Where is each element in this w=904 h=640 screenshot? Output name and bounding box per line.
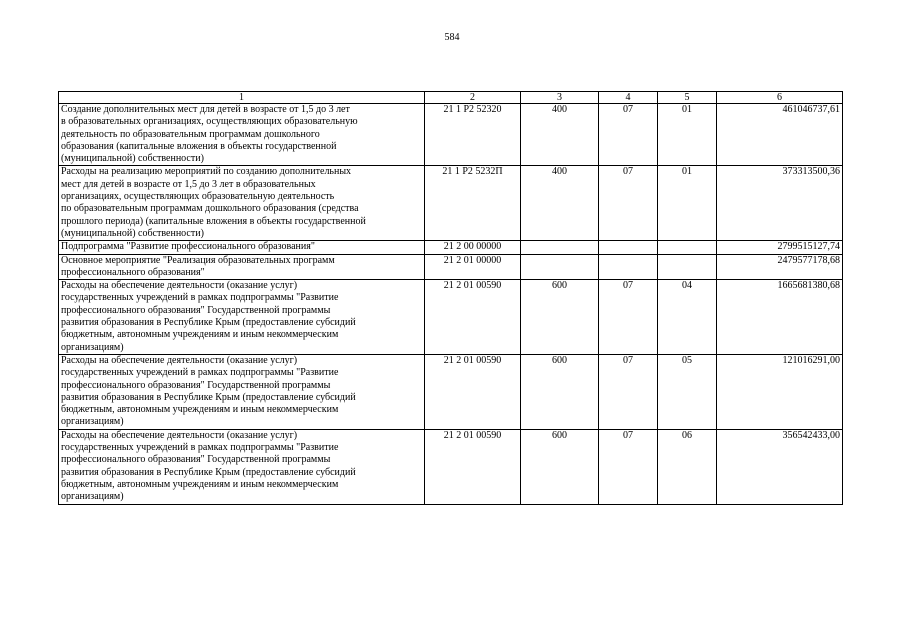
section-cell: 07 (599, 354, 658, 429)
subsection-cell: 01 (658, 104, 717, 166)
expense-type-cell: 600 (521, 280, 599, 355)
expense-type-cell: 400 (521, 104, 599, 166)
section-cell: 07 (599, 166, 658, 241)
table-row (59, 254, 843, 280)
amount-cell: 356542433,00 (717, 429, 843, 504)
expense-type-cell (521, 254, 599, 280)
column-header: 4 (599, 92, 658, 104)
expense-type-cell: 400 (521, 166, 599, 241)
target-article-cell: 21 2 01 00590 (425, 354, 521, 429)
expense-type-cell: 600 (521, 354, 599, 429)
section-cell (599, 254, 658, 280)
target-article-cell: 21 2 01 00000 (425, 254, 521, 280)
header-row (59, 92, 843, 104)
table-row (59, 280, 843, 355)
amount-cell: 2799515127,74 (717, 241, 843, 254)
amount-cell: 373313500,36 (717, 166, 843, 241)
subsection-cell: 06 (658, 429, 717, 504)
table-row (59, 354, 843, 429)
expense-name-cell: Подпрограмма "Развитие профессионального образования" (59, 241, 425, 254)
table-row (59, 429, 843, 504)
amount-cell: 461046737,61 (717, 104, 843, 166)
subsection-cell (658, 241, 717, 254)
target-article-cell: 21 1 Р2 52320 (425, 104, 521, 166)
expense-type-cell (521, 241, 599, 254)
column-header: 6 (717, 92, 843, 104)
amount-cell: 121016291,00 (717, 354, 843, 429)
table-row (59, 104, 843, 166)
amount-cell: 1665681380,68 (717, 280, 843, 355)
table-row (59, 166, 843, 241)
subsection-cell: 04 (658, 280, 717, 355)
expense-name-cell: Основное мероприятие "Реализация образовательных программ профессионального образования" (59, 254, 425, 280)
subsection-cell: 05 (658, 354, 717, 429)
expense-name-cell: Расходы на обеспечение деятельности (оказание услуг) государственных учреждений в рамках подпрограммы "Развитие профессионального образования" Государственной программы развития образования в Республике Крым (предоставление субсидий бюджетным, автономным учреждениям и иным некоммерческим организациям) (59, 429, 425, 504)
subsection-cell: 01 (658, 166, 717, 241)
page-number: 584 (444, 32, 460, 43)
target-article-cell: 21 2 01 00590 (425, 429, 521, 504)
section-cell: 07 (599, 104, 658, 166)
column-header: 5 (658, 92, 717, 104)
expense-name-cell: Расходы на обеспечение деятельности (оказание услуг) государственных учреждений в рамках подпрограммы "Развитие профессионального образования" Государственной программы развития образования в Республике Крым (предоставление субсидий бюджетным, автономным учреждениям и иным некоммерческим организациям) (59, 354, 425, 429)
target-article-cell: 21 1 Р2 5232П (425, 166, 521, 241)
expense-type-cell: 600 (521, 429, 599, 504)
target-article-cell: 21 2 01 00590 (425, 280, 521, 355)
column-header: 1 (59, 92, 425, 104)
expense-name-cell: Расходы на реализацию мероприятий по созданию дополнительных мест для детей в возрасте от 1,5 до 3 лет в образовательных организациях, осуществляющих образовательную деятельность по образовательным программам дошкольного образования (средства прошлого периода) (капитальные вложения в объекты государственной (муниципальной) собственности) (59, 166, 425, 241)
column-header: 3 (521, 92, 599, 104)
section-cell: 07 (599, 429, 658, 504)
section-cell (599, 241, 658, 254)
expense-name-cell: Расходы на обеспечение деятельности (оказание услуг) государственных учреждений в рамках подпрограммы "Развитие профессионального образования" Государственной программы развития образования в Республике Крым (предоставление субсидий бюджетным, автономным учреждениям и иным некоммерческим организациям) (59, 280, 425, 355)
budget-table (58, 91, 843, 505)
expense-name-cell: Создание дополнительных мест для детей в возрасте от 1,5 до 3 лет в образовательных организациях, осуществляющих образовательную деятельность по образовательным программам дошкольного образования (капитальные вложения в объекты государственной (муниципальной) собственности) (59, 104, 425, 166)
target-article-cell: 21 2 00 00000 (425, 241, 521, 254)
table-row (59, 241, 843, 254)
section-cell: 07 (599, 280, 658, 355)
amount-cell: 2479577178,68 (717, 254, 843, 280)
column-header: 2 (425, 92, 521, 104)
subsection-cell (658, 254, 717, 280)
